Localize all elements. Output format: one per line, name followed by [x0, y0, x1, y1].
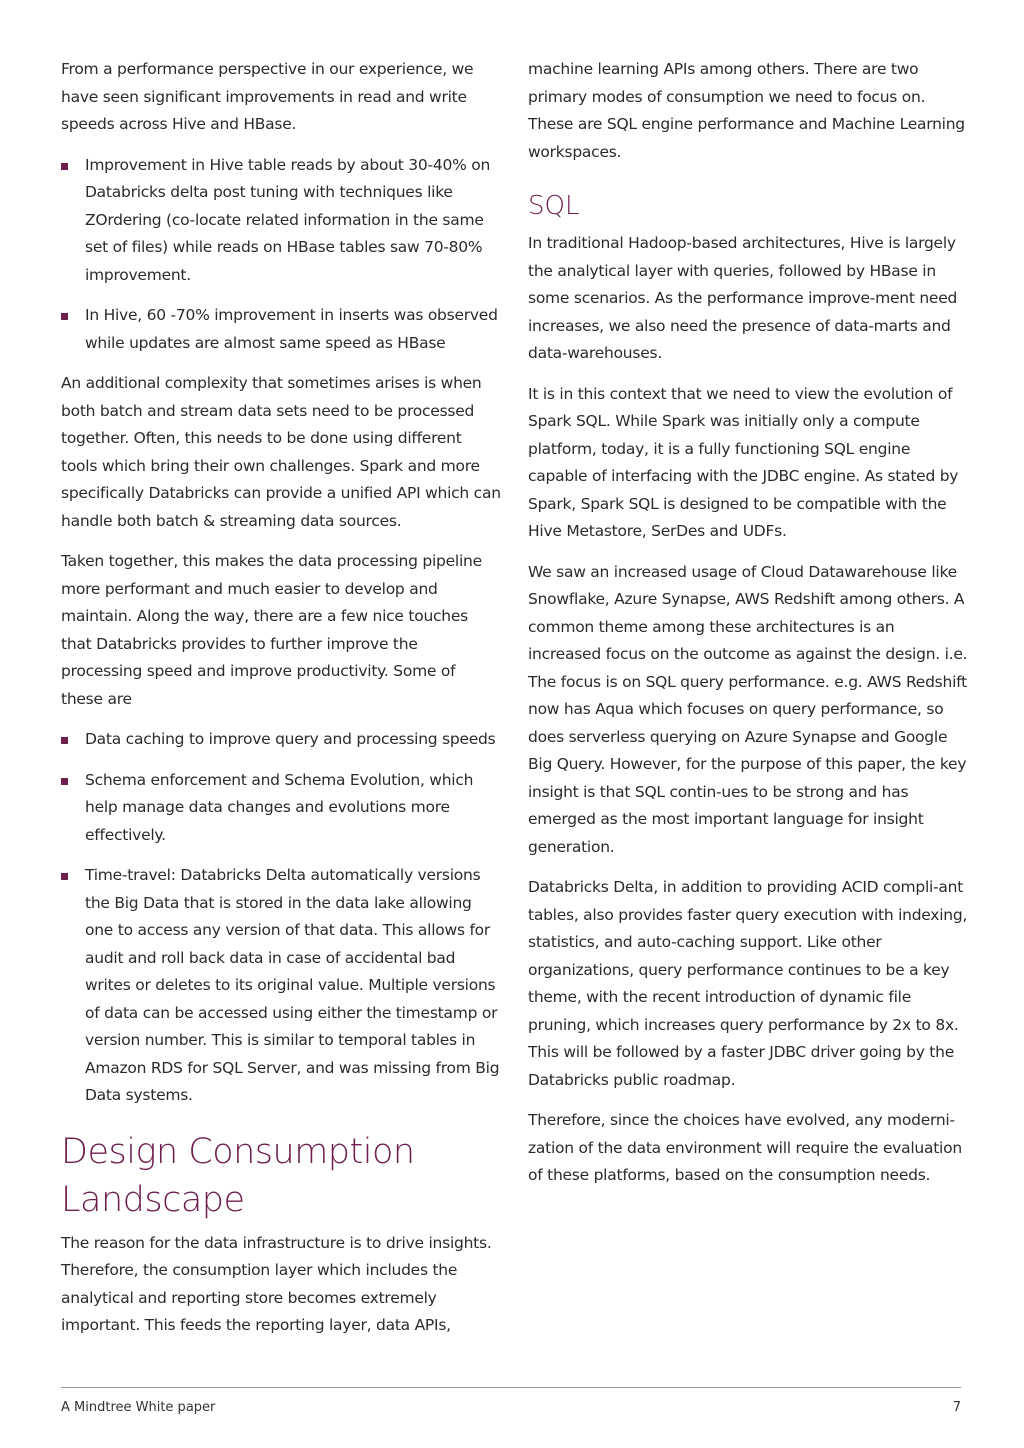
square-bullet-icon — [61, 313, 68, 320]
paragraph: An additional complexity that sometimes arises is when both batch and stream data sets need to be processed together. Often, this needs to be done using different tools which bring their own challenges. Spark and more specifically Databricks can provide a unified API which can handle both batch & streaming data sources. — [61, 374, 501, 530]
paragraph: Databricks Delta, in addition to providing ACID compli-ant tables, also provides faster query execution with indexing, statistics, and auto-caching support. Like other organizations, query performance continues to be a key theme, with the recent introduction of dynamic file pruning, which increases query performance by 2x to 8x. This will be followed by a faster JDBC driver going by the Databricks public roadmap. — [528, 878, 968, 1089]
paragraph: Taken together, this makes the data processing pipeline more performant and much easier to develop and maintain. Along the way, there are a few nice touches that Databricks provides to further improve the processing speed and improve productivity. Some of these are — [61, 552, 482, 708]
paragraph: Therefore, since the choices have evolved, any moderni-zation of the data environment will require the evaluation of these platforms, based on the consumption needs. — [528, 1111, 962, 1184]
list-item-text: Improvement in Hive table reads by about 30-40% on Databricks delta post tuning with techniques like ZOrdering (co-locate related information in the same set of files) while reads on HBase tables saw 70-80% improvement. — [85, 155, 491, 284]
list-item-text: Data caching to improve query and processing speeds — [85, 730, 496, 748]
bullet-list — [61, 726, 501, 1110]
paragraph: It is in this context that we need to view the evolution of Spark SQL. While Spark was initially only a compute platform, today, it is a fully functioning SQL engine capable of interfacing with the JDBC engine. As stated by Spark, Spark SQL is designed to be compatible with the Hive Metastore, SerDes and UDFs. — [528, 384, 959, 540]
page-number: 7 — [952, 1400, 961, 1415]
list-item — [61, 152, 501, 290]
paragraph: machine learning APIs among others. There are two primary modes of consumption we need to focus on. These are SQL engine performance and Machine Learning workspaces. — [528, 60, 965, 161]
paragraph: The reason for the data infrastructure is to drive insights. Therefore, the consumption layer which includes the analytical and reporting store becomes extremely important. This feeds the reporting layer, data APIs, — [61, 1233, 492, 1334]
list-item — [61, 302, 501, 357]
section-heading: Design Consumption Landscape — [61, 1131, 415, 1220]
subsection-heading: SQL — [528, 191, 580, 221]
list-item — [61, 726, 501, 754]
list-item — [61, 767, 501, 850]
square-bullet-icon — [61, 163, 68, 170]
square-bullet-icon — [61, 778, 68, 785]
list-item-text: Time-travel: Databricks Delta automatically versions the Big Data that is stored in the data lake allowing one to access any version of that data. This allows for audit and roll back data in case of accidental bad writes or deletes to its original value. Multiple versions of data can be accessed using either the timestamp or version number. This is similar to temporal tables in Amazon RDS for SQL Server, and was missing from Big Data systems. — [85, 866, 500, 1104]
left-column — [61, 56, 501, 1353]
paragraph: We saw an increased usage of Cloud Datawarehouse like Snowflake, Azure Synapse, AWS Redshift among others. A common theme among these architectures is an increased focus on the outcome as against the design. i.e. The focus is on SQL query performance. e.g. AWS Redshift now has Aqua which focuses on query performance, so does serverless querying on Azure Synapse and Google Big Query. However, for the purpose of this paper, the key insight is that SQL contin-ues to be strong and has emerged as the most important language for insight generation. — [528, 562, 968, 856]
footer-label: A Mindtree White paper — [61, 1400, 216, 1415]
paragraph: From a performance perspective in our experience, we have seen significant improvements in read and write speeds across Hive and HBase. — [61, 60, 474, 133]
bullet-list — [61, 152, 501, 358]
footer-divider — [61, 1387, 961, 1388]
right-column — [528, 56, 968, 1203]
list-item — [61, 862, 501, 1110]
list-item-text: In Hive, 60 -70% improvement in inserts was observed while updates are almost same speed as HBase — [85, 306, 498, 352]
list-item-text: Schema enforcement and Schema Evolution, which help manage data changes and evolutions more effectively. — [85, 770, 474, 844]
square-bullet-icon — [61, 737, 68, 744]
square-bullet-icon — [61, 873, 68, 880]
paragraph: In traditional Hadoop-based architectures, Hive is largely the analytical layer with queries, followed by HBase in some scenarios. As the performance improve-ment need increases, we also need the presence of data-marts and data-warehouses. — [528, 234, 958, 362]
